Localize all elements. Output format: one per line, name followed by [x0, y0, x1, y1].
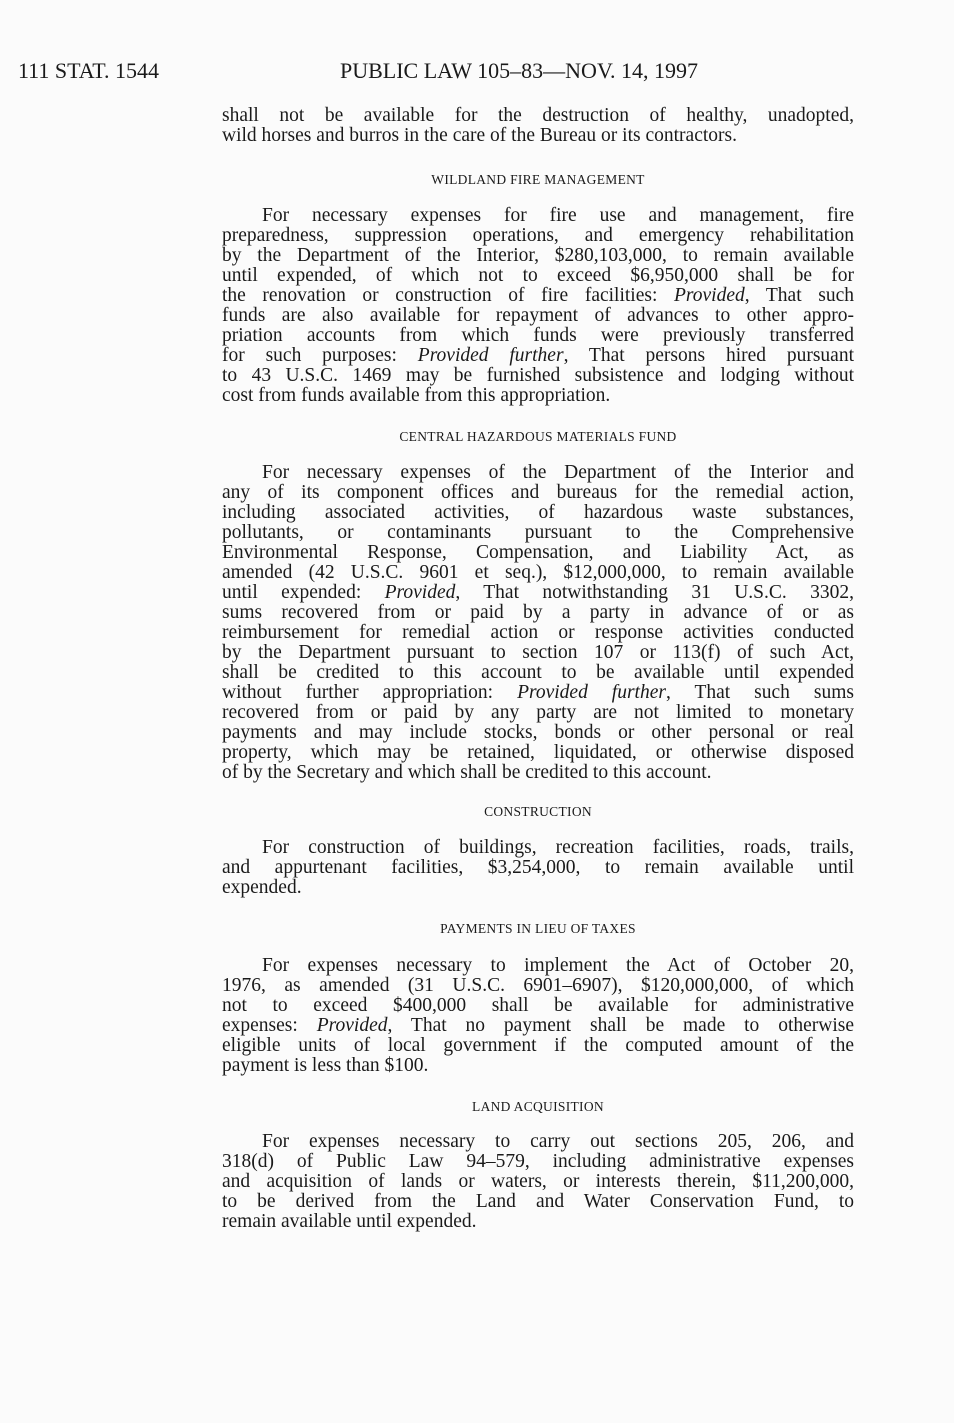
text-run: until expended, of which not to exceed $6,950,000 shall be for	[222, 265, 854, 286]
text-line	[222, 503, 854, 523]
text-run: including associated activities, of hazardous waste substances,	[222, 502, 854, 523]
text-run: to be derived from the Land and Water Conservation Fund, to	[222, 1191, 854, 1212]
text-run: property, which may be retained, liquidated, or otherwise disposed	[222, 742, 854, 763]
text-line	[222, 106, 854, 126]
text-run: not to exceed $400,000 shall be available for administrative	[222, 995, 854, 1016]
text-run: recovered from or paid by any party are not limited to monetary	[222, 702, 854, 723]
text-run: For construction of buildings, recreation facilities, roads, trails,	[262, 837, 854, 858]
text-run: of by the Secretary and which shall be credited to this account.	[222, 762, 712, 783]
text-run: , That no payment shall be made to otherwise	[387, 1015, 855, 1036]
text-line	[222, 1036, 854, 1056]
text-line	[222, 603, 854, 623]
text-run: pollutants, or contaminants pursuant to the Comprehensive	[222, 522, 854, 543]
text-run: For necessary expenses for fire use and management, fire	[262, 205, 854, 226]
text-line	[222, 838, 854, 858]
section-heading: WILDLAND FIRE MANAGEMENT	[431, 172, 645, 187]
text-line	[222, 246, 854, 266]
italic-term: Provided	[384, 582, 456, 603]
text-line	[222, 643, 854, 663]
text-run: by the Department of the Interior, $280,103,000, to remain available	[222, 245, 854, 266]
text-line	[222, 523, 854, 543]
text-run: to 43 U.S.C. 1469 may be furnished subsistence and lodging without	[222, 365, 854, 386]
text-line	[222, 366, 854, 386]
text-line	[222, 1192, 854, 1212]
text-run: expenses:	[222, 1015, 317, 1036]
text-line	[222, 1016, 854, 1036]
text-run: 1976, as amended (31 U.S.C. 6901–6907), $120,000,000, of which	[222, 975, 854, 996]
text-line	[222, 878, 854, 898]
section-heading: PAYMENTS IN LIEU OF TAXES	[440, 921, 636, 936]
text-run: amended (42 U.S.C. 9601 et seq.), $12,000,000, to remain available	[222, 562, 854, 583]
text-run: and appurtenant facilities, $3,254,000, to remain available until	[222, 857, 854, 878]
text-run: the renovation or construction of fire facilities:	[222, 285, 674, 306]
text-line	[222, 583, 854, 603]
paragraph	[222, 106, 854, 146]
text-run: for such purposes:	[222, 345, 418, 366]
text-run: , That notwithstanding 31 U.S.C. 3302,	[455, 582, 855, 603]
text-line	[222, 326, 854, 346]
text-line	[222, 858, 854, 878]
text-line	[222, 723, 854, 743]
paragraph	[222, 838, 854, 898]
italic-term: Provided	[316, 1015, 388, 1036]
text-line	[222, 976, 854, 996]
text-line	[222, 683, 854, 703]
text-run: reimbursement for remedial action or response activities conducted	[222, 622, 854, 643]
text-line	[222, 763, 854, 783]
text-line	[222, 386, 854, 406]
text-line	[222, 623, 854, 643]
text-run: remain available until expended.	[222, 1211, 477, 1232]
text-run: until expended:	[222, 582, 385, 603]
text-run: priation accounts from which funds were previously transferred	[222, 325, 854, 346]
text-run: any of its component offices and bureaus for the remedial action,	[222, 482, 854, 503]
paragraph	[222, 956, 854, 1076]
text-line	[222, 463, 854, 483]
section-heading: CENTRAL HAZARDOUS MATERIALS FUND	[399, 429, 677, 444]
paragraph	[222, 206, 854, 406]
text-line	[222, 1132, 854, 1152]
text-run: eligible units of local government if the computed amount of the	[222, 1035, 854, 1056]
text-run: cost from funds available from this appropriation.	[222, 385, 611, 406]
text-line	[222, 346, 854, 366]
running-title: PUBLIC LAW 105–83—NOV. 14, 1997	[340, 58, 698, 83]
text-run: Environmental Response, Compensation, and Liability Act, as	[222, 542, 854, 563]
text-line	[222, 1212, 854, 1232]
text-run: payments and may include stocks, bonds or other personal or real	[222, 722, 854, 743]
text-run: For expenses necessary to carry out sections 205, 206, and	[262, 1131, 854, 1152]
paragraph	[222, 1132, 854, 1232]
text-line	[222, 286, 854, 306]
text-line	[222, 956, 854, 976]
text-run: For necessary expenses of the Department of the Interior and	[262, 462, 854, 483]
text-line	[222, 1172, 854, 1192]
text-line	[222, 126, 854, 146]
text-run: , That such	[744, 285, 854, 306]
text-line	[222, 266, 854, 286]
text-line	[222, 306, 854, 326]
text-run: For expenses necessary to implement the Act of October 20,	[262, 955, 854, 976]
text-run: and acquisition of lands or waters, or interests therein, $11,200,000,	[222, 1171, 854, 1192]
text-run: , That such sums	[665, 682, 855, 703]
text-run: funds are also available for repayment of advances to other appro-	[222, 305, 854, 326]
text-run: payment is less than $100.	[222, 1055, 429, 1076]
text-line	[222, 1056, 854, 1076]
section-heading: CONSTRUCTION	[484, 804, 592, 819]
text-line	[222, 1152, 854, 1172]
text-line	[222, 543, 854, 563]
text-run: without further appropriation:	[222, 682, 518, 703]
page-reference: 111 STAT. 1544	[18, 58, 160, 83]
text-line	[222, 743, 854, 763]
text-line	[222, 996, 854, 1016]
text-line	[222, 563, 854, 583]
text-run: by the Department pursuant to section 107 or 113(f) of such Act,	[222, 642, 854, 663]
italic-term: Provided further	[417, 345, 564, 366]
italic-term: Provided further	[517, 682, 666, 703]
text-run: shall be credited to this account to be available until expended	[222, 662, 854, 683]
section-heading: LAND ACQUISITION	[472, 1099, 604, 1114]
text-run: wild horses and burros in the care of the Bureau or its contractors.	[222, 125, 737, 146]
text-line	[222, 483, 854, 503]
text-run: 318(d) of Public Law 94–579, including administrative expenses	[222, 1151, 854, 1172]
text-run: shall not be available for the destruction of healthy, unadopted,	[222, 105, 854, 126]
text-line	[222, 703, 854, 723]
text-line	[222, 206, 854, 226]
text-line	[222, 226, 854, 246]
paragraph	[222, 463, 854, 783]
text-run: sums recovered from or paid by a party in advance of or as	[222, 602, 854, 623]
text-run: expended.	[222, 877, 302, 898]
text-line	[222, 663, 854, 683]
italic-term: Provided	[674, 285, 745, 306]
text-run: preparedness, suppression operations, and emergency rehabilitation	[222, 225, 854, 246]
text-run: , That persons hired pursuant	[563, 345, 855, 366]
